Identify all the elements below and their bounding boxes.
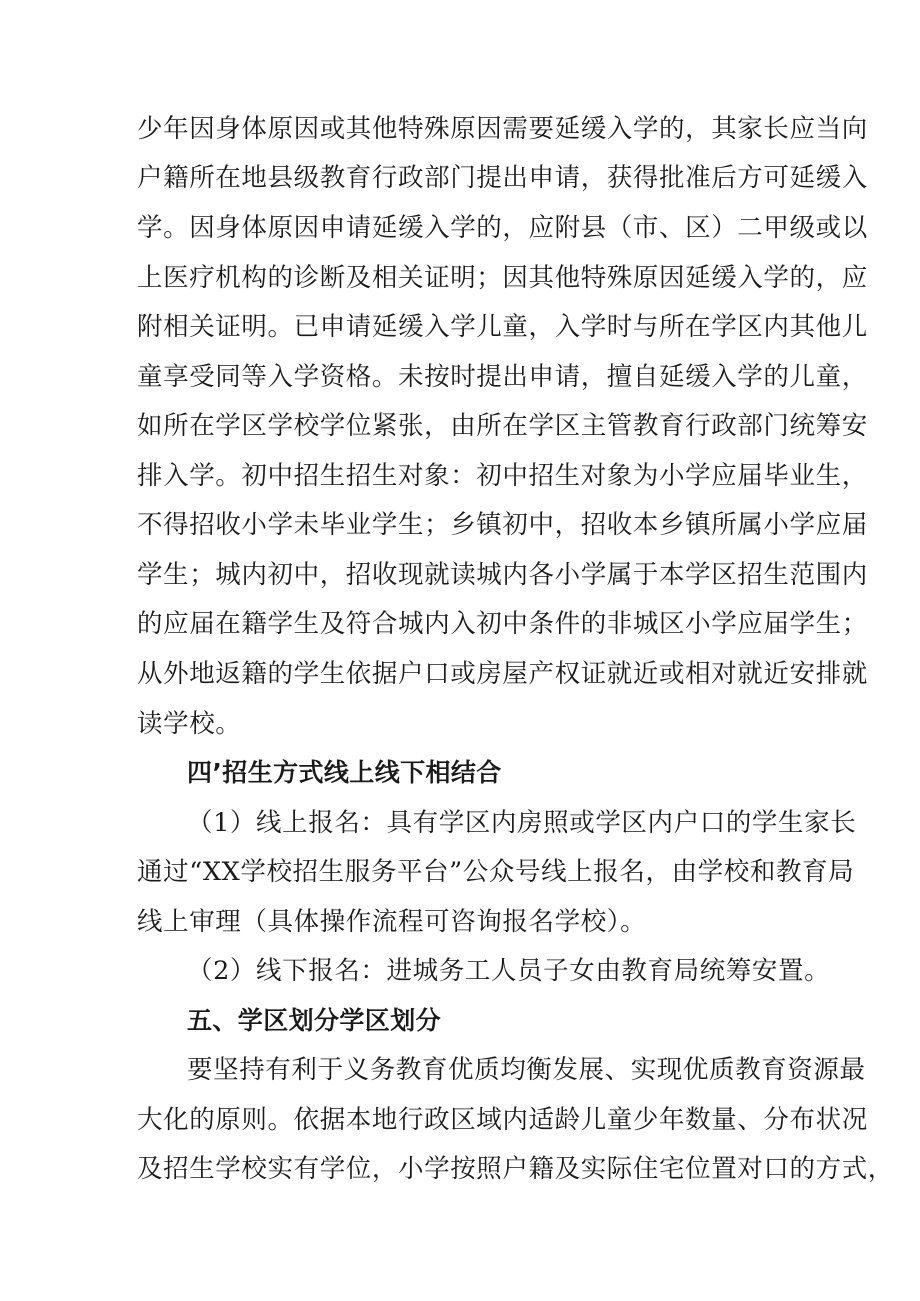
section-heading-5: 五、学区划分学区划分	[187, 1006, 442, 1035]
text-line: 童享受同等入学资格。未按时提出申请，擅自延缓入学的儿童，	[137, 362, 868, 392]
text-line: 少年因身体原因或其他特殊原因需要延缓入学的，其家长应当向	[137, 114, 868, 144]
text-line: 大化的原则。依据本地行政区域内适龄儿童少年数量、分布状况	[137, 1105, 868, 1135]
text-line: 从外地返籍的学生依据户口或房屋产权证就近或相对就近安排就	[137, 659, 868, 689]
text-line: 学。因身体原因申请延缓入学的，应附县（市、区）二甲级或以	[137, 213, 868, 243]
text-line: 学生；城内初中，招收现就读城内各小学属于本学区招生范围内	[137, 560, 868, 590]
text-line: 要坚持有利于义务教育优质均衡发展、实现优质教育资源最	[187, 1055, 866, 1085]
text-line: 线上审理（具体操作流程可咨询报名学校）。	[137, 907, 647, 937]
text-line: 附相关证明。已申请延缓入学儿童，入学时与所在学区内其他儿	[137, 312, 868, 342]
text-line: 及招生学校实有学位，小学按照户籍及实际住宅位置对口的方式，	[137, 1154, 894, 1184]
text-line: 通过“XX学校招生服务平台”公众号线上报名，由学校和教育局	[137, 857, 855, 887]
text-line: （2）线下报名：进城务工人员子女由教育局统筹安置。	[187, 956, 831, 986]
text-line: 户籍所在地县级教育行政部门提出申请，获得批准后方可延缓入	[137, 163, 868, 193]
text-line: 排入学。初中招生招生对象：初中招生对象为小学应届毕业生，	[137, 461, 868, 491]
text-line: （1）线上报名：具有学区内房照或学区内户口的学生家长	[187, 808, 857, 838]
text-line: 上医疗机构的诊断及相关证明；因其他特殊原因延缓入学的，应	[137, 263, 868, 293]
section-heading-4: 四’招生方式线上线下相结合	[187, 758, 502, 787]
text-line: 读学校。	[137, 709, 242, 739]
text-line: 的应届在籍学生及符合城内入初中条件的非城区小学应届学生；	[137, 609, 868, 639]
text-line: 不得招收小学未毕业学生；乡镇初中，招收本乡镇所属小学应届	[137, 510, 868, 540]
text-line: 如所在学区学校学位紧张，由所在学区主管教育行政部门统筹安	[137, 411, 868, 441]
